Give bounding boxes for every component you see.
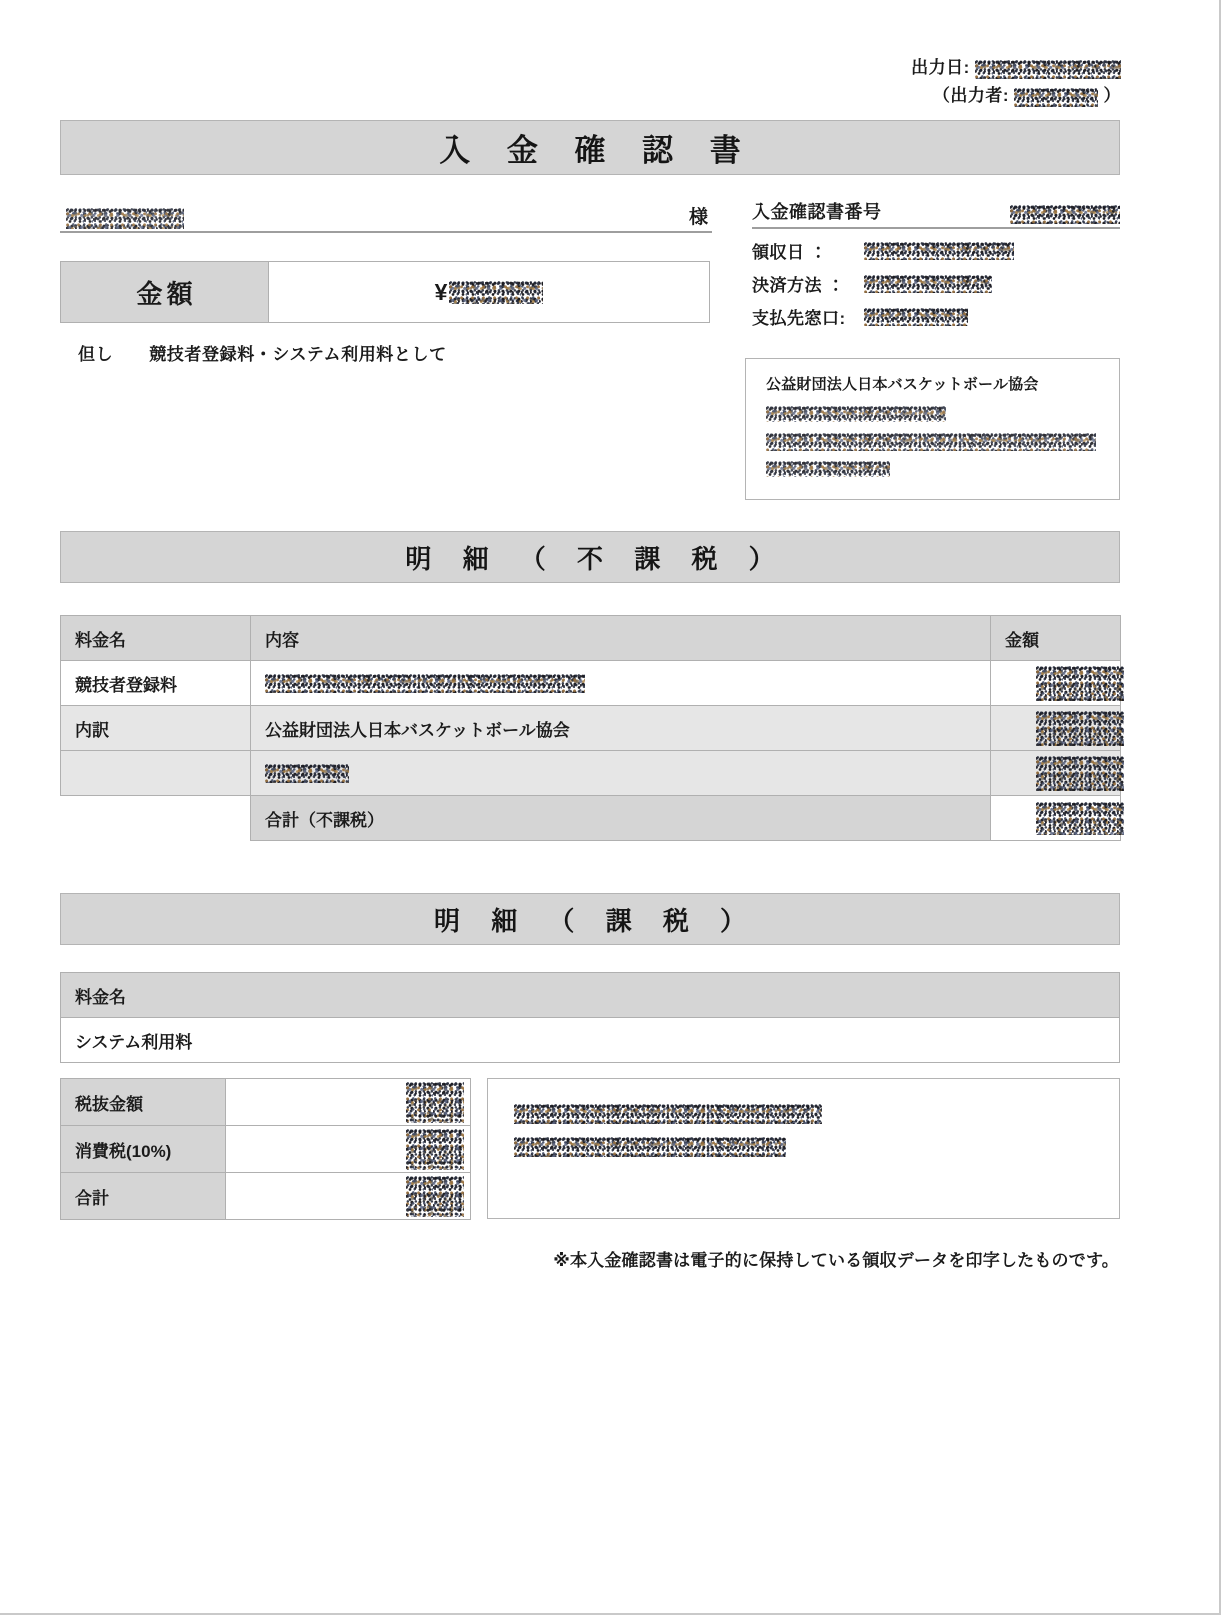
row-amount-redacted xyxy=(991,751,1121,796)
section-band-nontaxable xyxy=(60,531,1120,583)
receipt-number-row xyxy=(752,198,1120,229)
receipt-meta-block xyxy=(752,198,1120,328)
table-header-row xyxy=(61,616,1121,661)
tax-note-line-1-redacted xyxy=(514,1103,1119,1124)
table-row xyxy=(61,1126,471,1173)
table-row xyxy=(61,1018,1120,1063)
receipt-date-label: 領収日 ： xyxy=(752,242,828,262)
tax-note-box xyxy=(487,1078,1120,1219)
total-amount-redacted xyxy=(991,796,1121,841)
issuer-organization: 公益財団法人日本バスケットボール協会 xyxy=(766,376,1039,393)
receipt-number-value-redacted xyxy=(1010,204,1120,224)
issuer-box xyxy=(745,358,1120,500)
row-content-redacted xyxy=(251,751,991,796)
footer-disclaimer: ※本入金確認書は電子的に保持している領収データを印字したものです。 xyxy=(553,1251,1119,1270)
receipt-date-row xyxy=(752,238,1120,262)
row-amount-redacted xyxy=(991,706,1121,751)
payment-method-label: 決済方法 ： xyxy=(752,275,845,295)
total-spacer-left xyxy=(61,796,251,841)
total-label-nontaxable: 合計（不課税） xyxy=(251,796,991,841)
table-total-row xyxy=(61,796,1121,841)
row-content-redacted xyxy=(251,661,991,706)
issuer-address-line-3 xyxy=(766,460,1101,478)
table-row xyxy=(61,661,1121,706)
yen-symbol: ¥ xyxy=(434,278,448,305)
addressee-line xyxy=(60,196,712,233)
section-band-taxable xyxy=(60,893,1120,945)
column-header-amount: 金額 xyxy=(991,616,1121,661)
section-title-nontaxable: 明 細 （ 不 課 税 ） xyxy=(405,543,787,574)
output-user-value-redacted xyxy=(1014,87,1098,107)
summary-label-total: 合計 xyxy=(61,1173,226,1220)
row-fee-name xyxy=(61,751,251,796)
document-title-band xyxy=(60,120,1120,175)
tax-note-line-2-redacted xyxy=(514,1136,1119,1157)
issuer-address-line-1 xyxy=(766,405,1101,423)
amount-value-redacted xyxy=(449,280,543,304)
purpose-prefix: 但し xyxy=(78,345,114,364)
summary-value-subtotal-redacted xyxy=(226,1079,471,1126)
summary-value-total-redacted xyxy=(226,1173,471,1220)
amount-label: 金額 xyxy=(61,262,269,322)
summary-label-consumption-tax: 消費税(10%) xyxy=(61,1126,226,1173)
output-user-row xyxy=(911,82,1121,110)
purpose-line xyxy=(78,340,447,365)
payment-counter-value-redacted xyxy=(864,307,968,326)
receipt-number-label: 入金確認書番号 xyxy=(752,202,882,222)
column-header-fee-name: 料金名 xyxy=(61,616,251,661)
table-row xyxy=(61,706,1121,751)
output-date-value-redacted xyxy=(975,59,1121,79)
payment-counter-row xyxy=(752,304,1120,328)
addressee-honorific: 様 xyxy=(688,207,708,228)
section-title-taxable: 明 細 （ 課 税 ） xyxy=(433,905,759,936)
amount-value-cell xyxy=(269,262,709,322)
row-fee-name: 内訳 xyxy=(61,706,251,751)
table-row xyxy=(61,1079,471,1126)
column-header-content: 内容 xyxy=(251,616,991,661)
document-meta xyxy=(911,54,1121,110)
nontaxable-detail-table xyxy=(60,615,1121,841)
payment-method-row xyxy=(752,271,1120,295)
payment-counter-label: 支払先窓口: xyxy=(752,308,846,328)
column-header-fee-name: 料金名 xyxy=(61,973,1120,1018)
receipt-date-value-redacted xyxy=(864,241,1014,260)
row-fee-name: 競技者登録料 xyxy=(61,661,251,706)
output-user-label: （出力者: xyxy=(932,86,1010,105)
purpose-text: 競技者登録料・システム利用料として xyxy=(149,345,447,364)
table-row xyxy=(61,751,1121,796)
issuer-address-line-2 xyxy=(766,432,1101,451)
output-date-row xyxy=(911,54,1121,82)
taxable-detail-table xyxy=(60,972,1120,1063)
amount-box xyxy=(60,261,710,323)
addressee-name-redacted xyxy=(66,207,184,229)
table-header-row xyxy=(61,973,1120,1018)
table-row xyxy=(61,1173,471,1220)
summary-label-subtotal: 税抜金額 xyxy=(61,1079,226,1126)
output-date-label: 出力日: xyxy=(911,58,970,77)
payment-method-value-redacted xyxy=(864,274,992,293)
summary-value-consumption-tax-redacted xyxy=(226,1126,471,1173)
row-content: 公益財団法人日本バスケットボール協会 xyxy=(251,706,991,751)
row-amount-redacted xyxy=(991,661,1121,706)
page-title: 入 金 確 認 書 xyxy=(439,133,755,168)
row-fee-name: システム利用料 xyxy=(61,1018,1120,1063)
tax-summary-table xyxy=(60,1078,471,1220)
output-user-close-paren: ） xyxy=(1103,86,1121,105)
